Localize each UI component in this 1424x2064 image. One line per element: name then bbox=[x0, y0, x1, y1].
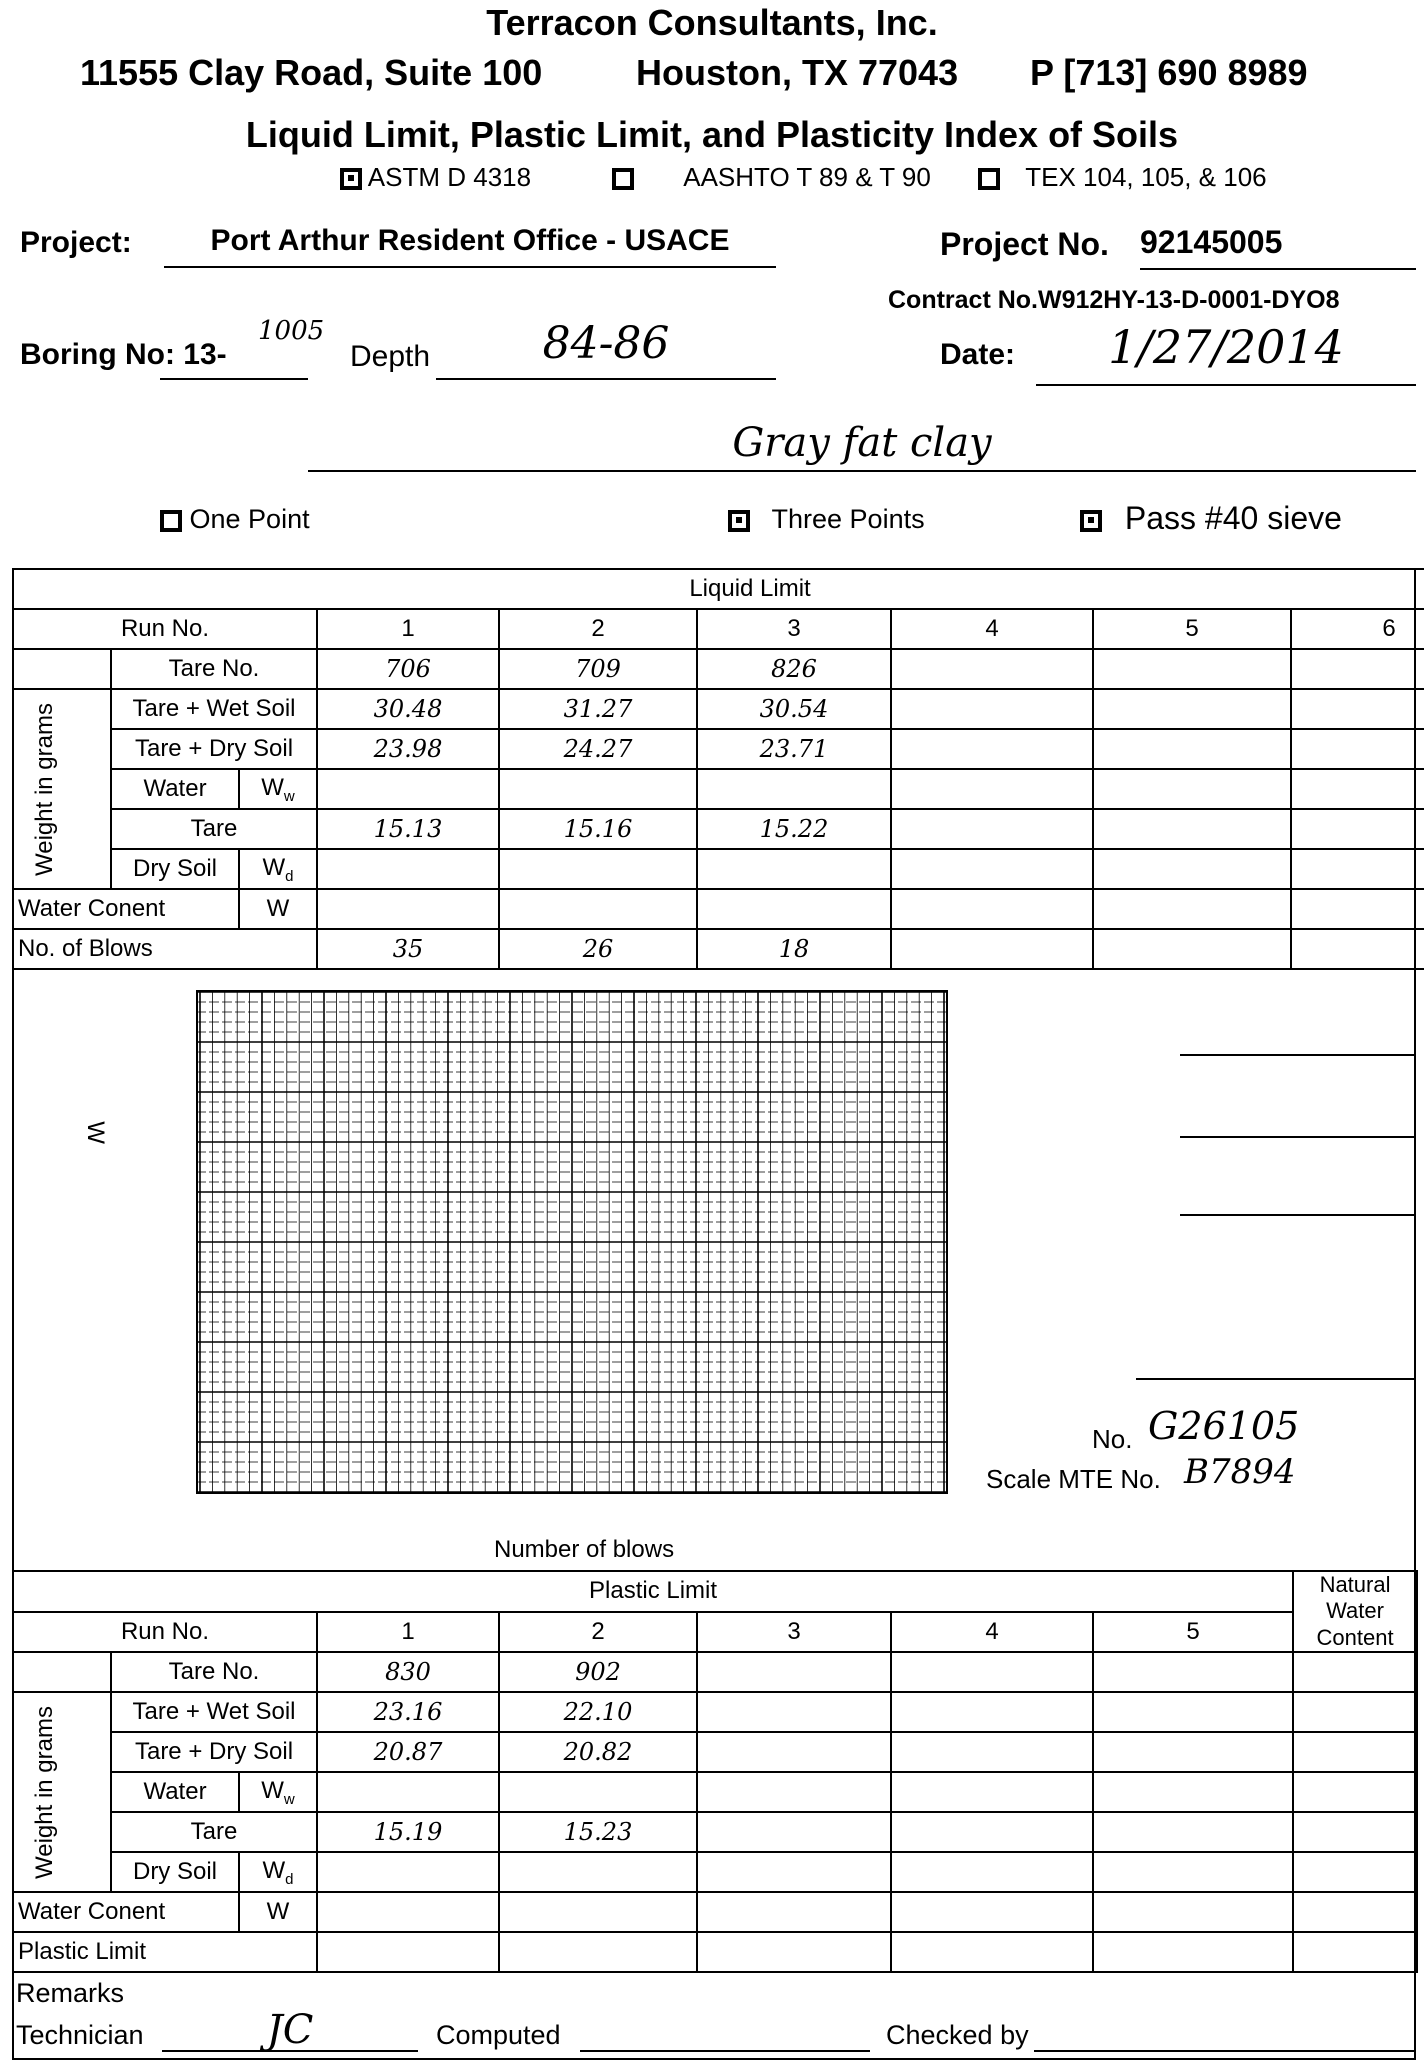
ll-wc-symbol: W bbox=[239, 889, 317, 929]
boring-no-value[interactable]: 1005 bbox=[258, 316, 325, 346]
description-field[interactable]: Gray fat clay bbox=[308, 420, 1416, 472]
technician-field[interactable]: JC bbox=[162, 2010, 418, 2052]
ll-wc-4[interactable] bbox=[891, 889, 1093, 929]
ll-water-3[interactable] bbox=[697, 769, 891, 809]
chart-y-label-text: W bbox=[81, 1121, 109, 1144]
project-no-label: Project No. bbox=[940, 226, 1109, 262]
standard-astm[interactable] bbox=[340, 162, 531, 193]
pl-wet-3[interactable] bbox=[697, 1692, 891, 1732]
pl-tare-no-row bbox=[13, 1652, 1417, 1692]
ll-tare-6[interactable] bbox=[1291, 809, 1424, 849]
balance-no-label: No. bbox=[1092, 1424, 1133, 1454]
ll-run-5: 5 bbox=[1093, 609, 1291, 649]
pl-drysoil-symbol bbox=[239, 1852, 317, 1892]
computed-field-line bbox=[580, 2050, 870, 2052]
pl-wc-1[interactable] bbox=[317, 1892, 499, 1932]
ll-wc-2[interactable] bbox=[499, 889, 697, 929]
company-city: Houston, TX 77043 bbox=[636, 52, 959, 93]
pl-dry-2[interactable]: 20.82 bbox=[499, 1732, 697, 1772]
ll-drysoil-2[interactable] bbox=[499, 849, 697, 889]
pl-water-sub: w bbox=[283, 1790, 295, 1808]
pl-drysoil-sub: d bbox=[285, 1870, 294, 1888]
three-points-label: Three Points bbox=[771, 504, 925, 534]
pl-natural-1[interactable] bbox=[1293, 1652, 1417, 1692]
pl-wet-label: Tare + Wet Soil bbox=[111, 1692, 317, 1732]
pl-tare-no-4[interactable] bbox=[891, 1652, 1093, 1692]
pl-tare-no-3[interactable] bbox=[697, 1652, 891, 1692]
scale-mte-value[interactable]: B7894 bbox=[1184, 1452, 1296, 1492]
pl-run-row bbox=[13, 1612, 1417, 1653]
pl-tare-no-5[interactable] bbox=[1093, 1652, 1293, 1692]
pl-water-4[interactable] bbox=[891, 1772, 1093, 1812]
ll-wet-5[interactable] bbox=[1093, 689, 1291, 729]
company-name: Terracon Consultants, Inc. bbox=[486, 2, 938, 43]
ll-weight-label: Weight in grams bbox=[31, 702, 58, 876]
ll-water-row bbox=[13, 769, 1424, 809]
boring-label: Boring No: 13- bbox=[20, 338, 227, 371]
chart-blank-line-2 bbox=[1180, 1136, 1416, 1138]
ll-drysoil-4[interactable] bbox=[891, 849, 1093, 889]
ll-water-6[interactable] bbox=[1291, 769, 1424, 809]
pl-tare-2[interactable]: 15.23 bbox=[499, 1812, 697, 1852]
ll-blows-3[interactable]: 18 bbox=[697, 929, 891, 969]
ll-tare-no-1[interactable]: 706 bbox=[317, 649, 499, 689]
ll-drysoil-6[interactable] bbox=[1291, 849, 1424, 889]
company-phone: P [713] 690 8989 bbox=[1030, 52, 1308, 93]
technician-label: Technician bbox=[16, 2020, 144, 2050]
contract-no: Contract No.W912HY-13-D-0001-DYO8 bbox=[888, 286, 1340, 314]
date-field[interactable]: 1/27/2014 bbox=[1036, 320, 1416, 386]
ll-run-4: 4 bbox=[891, 609, 1093, 649]
pl-drysoil-3[interactable] bbox=[697, 1852, 891, 1892]
ll-blows-5[interactable] bbox=[1093, 929, 1291, 969]
pl-drysoil-1[interactable] bbox=[317, 1852, 499, 1892]
balance-no-value[interactable]: G26105 bbox=[1148, 1404, 1300, 1448]
ll-drysoil-row bbox=[13, 849, 1424, 889]
pl-natural-4[interactable] bbox=[1293, 1772, 1417, 1812]
ll-run-row bbox=[13, 609, 1424, 649]
one-point-checkbox[interactable] bbox=[160, 510, 182, 532]
form-title: Liquid Limit, Plastic Limit, and Plasticity Index of Soils bbox=[245, 114, 1179, 155]
remarks-label: Remarks bbox=[16, 1978, 125, 2008]
ll-run-1: 1 bbox=[317, 609, 499, 649]
pl-natural-5[interactable] bbox=[1293, 1812, 1417, 1852]
pl-dry-3[interactable] bbox=[697, 1732, 891, 1772]
aashto-checkbox[interactable] bbox=[612, 168, 634, 190]
pl-wc-2[interactable] bbox=[499, 1892, 697, 1932]
chart-y-label bbox=[81, 1120, 109, 1145]
ll-tare-5[interactable] bbox=[1093, 809, 1291, 849]
ll-tare-no-2[interactable]: 709 bbox=[499, 649, 697, 689]
ll-dry-row bbox=[13, 729, 1424, 769]
pl-wc-row bbox=[13, 1892, 1417, 1932]
project-label: Project: bbox=[20, 226, 132, 259]
pl-tare-3[interactable] bbox=[697, 1812, 891, 1852]
pl-tare-no-2[interactable]: 902 bbox=[499, 1652, 697, 1692]
chart-x-label: Number of blows bbox=[494, 1536, 675, 1563]
pl-wet-row bbox=[13, 1692, 1417, 1732]
pl-pl-3[interactable] bbox=[697, 1932, 891, 1972]
pl-tare-5[interactable] bbox=[1093, 1812, 1293, 1852]
option-three-points[interactable] bbox=[728, 504, 925, 535]
pl-water-sym: W bbox=[261, 1776, 284, 1804]
pl-pl-5[interactable] bbox=[1093, 1932, 1293, 1972]
ll-tare-no-label: Tare No. bbox=[111, 649, 317, 689]
ll-run-6: 6 bbox=[1291, 609, 1424, 649]
pl-water-label: Water bbox=[111, 1772, 239, 1812]
ll-run-2: 2 bbox=[499, 609, 697, 649]
ll-tare-1[interactable]: 15.13 bbox=[317, 809, 499, 849]
pass-sieve-label: Pass #40 sieve bbox=[1124, 500, 1342, 536]
ll-tare-no-5[interactable] bbox=[1093, 649, 1291, 689]
pl-drysoil-row bbox=[13, 1852, 1417, 1892]
ll-drysoil-5[interactable] bbox=[1093, 849, 1291, 889]
ll-blows-1[interactable]: 35 bbox=[317, 929, 499, 969]
pl-tare-label: Tare bbox=[111, 1812, 317, 1852]
pl-wet-4[interactable] bbox=[891, 1692, 1093, 1732]
pl-weight-label: Weight in grams bbox=[31, 1705, 58, 1879]
pl-tare-row bbox=[13, 1812, 1417, 1852]
chart-blank-line-4 bbox=[1136, 1378, 1416, 1380]
ll-water-sub: w bbox=[283, 787, 295, 805]
tex-label: TEX 104, 105, & 106 bbox=[1025, 162, 1267, 192]
ll-run-label: Run No. bbox=[13, 609, 317, 649]
ll-wc-row bbox=[13, 889, 1424, 929]
pl-run-5: 5 bbox=[1093, 1612, 1293, 1653]
pl-plastic-limit-label: Plastic Limit bbox=[13, 1932, 317, 1972]
aashto-label: AASHTO T 89 & T 90 bbox=[683, 162, 931, 192]
ll-wet-2[interactable]: 31.27 bbox=[499, 689, 697, 729]
project-name-field[interactable]: Port Arthur Resident Office - USACE bbox=[164, 224, 776, 268]
ll-water-symbol bbox=[239, 769, 317, 809]
pl-tare-1[interactable]: 15.19 bbox=[317, 1812, 499, 1852]
ll-wet-4[interactable] bbox=[891, 689, 1093, 729]
pl-run-2: 2 bbox=[499, 1612, 697, 1653]
ll-wc-3[interactable] bbox=[697, 889, 891, 929]
ll-tare-row bbox=[13, 809, 1424, 849]
pl-dry-row bbox=[13, 1732, 1417, 1772]
semilog-graph-grid bbox=[196, 990, 948, 1494]
ll-drysoil-sub: d bbox=[285, 867, 294, 885]
ll-wet-1[interactable]: 30.48 bbox=[317, 689, 499, 729]
pl-wet-2[interactable]: 22.10 bbox=[499, 1692, 697, 1732]
pl-dry-5[interactable] bbox=[1093, 1732, 1293, 1772]
scale-mte-label: Scale MTE No. bbox=[986, 1464, 1161, 1494]
pl-drysoil-4[interactable] bbox=[891, 1852, 1093, 1892]
chart-blank-line-1 bbox=[1180, 1054, 1416, 1056]
pl-drysoil-2[interactable] bbox=[499, 1852, 697, 1892]
ll-blows-4[interactable] bbox=[891, 929, 1093, 969]
pl-tare-no-1[interactable]: 830 bbox=[317, 1652, 499, 1692]
checked-by-label: Checked by bbox=[886, 2020, 1029, 2050]
project-no-field[interactable]: 92145005 bbox=[1140, 224, 1416, 270]
pl-natural-8[interactable] bbox=[1293, 1932, 1417, 1972]
pl-natural-3[interactable] bbox=[1293, 1732, 1417, 1772]
astm-checkbox[interactable] bbox=[340, 168, 362, 190]
pl-tare-4[interactable] bbox=[891, 1812, 1093, 1852]
pl-water-2[interactable] bbox=[499, 1772, 697, 1812]
pl-natural-2[interactable] bbox=[1293, 1692, 1417, 1732]
option-pass-sieve[interactable] bbox=[1080, 500, 1342, 537]
pass-sieve-checkbox[interactable] bbox=[1080, 510, 1102, 532]
ll-wet-6[interactable] bbox=[1291, 689, 1424, 729]
pl-run-3: 3 bbox=[697, 1612, 891, 1653]
plastic-limit-table bbox=[12, 1570, 1418, 1973]
pl-wc-3[interactable] bbox=[697, 1892, 891, 1932]
pl-natural-7[interactable] bbox=[1293, 1892, 1417, 1932]
ll-dry-4[interactable] bbox=[891, 729, 1093, 769]
ll-tare-no-4[interactable] bbox=[891, 649, 1093, 689]
ll-drysoil-label: Dry Soil bbox=[111, 849, 239, 889]
date-label: Date: bbox=[940, 338, 1016, 371]
pl-wet-1[interactable]: 23.16 bbox=[317, 1692, 499, 1732]
ll-tare-3[interactable]: 15.22 bbox=[697, 809, 891, 849]
ll-dry-2[interactable]: 24.27 bbox=[499, 729, 697, 769]
pl-plastic-limit-row bbox=[13, 1932, 1417, 1972]
ll-dry-3[interactable]: 23.71 bbox=[697, 729, 891, 769]
astm-label: ASTM D 4318 bbox=[367, 162, 532, 192]
depth-field[interactable]: 84-86 bbox=[436, 318, 776, 380]
checked-by-field-line bbox=[1034, 2050, 1416, 2052]
pl-dry-4[interactable] bbox=[891, 1732, 1093, 1772]
computed-label: Computed bbox=[436, 2020, 561, 2050]
ll-water-1[interactable] bbox=[317, 769, 499, 809]
pl-water-row bbox=[13, 1772, 1417, 1812]
depth-label: Depth bbox=[350, 340, 431, 373]
ll-dry-label: Tare + Dry Soil bbox=[111, 729, 317, 769]
pl-pl-2[interactable] bbox=[499, 1932, 697, 1972]
pl-run-1: 1 bbox=[317, 1612, 499, 1653]
option-one-point[interactable] bbox=[160, 504, 310, 535]
pl-natural-6[interactable] bbox=[1293, 1852, 1417, 1892]
ll-wc-label: Water Conent bbox=[13, 889, 239, 929]
pl-water-5[interactable] bbox=[1093, 1772, 1293, 1812]
ll-drysoil-3[interactable] bbox=[697, 849, 891, 889]
ll-drysoil-sym: W bbox=[262, 853, 286, 881]
ll-wet-label: Tare + Wet Soil bbox=[111, 689, 317, 729]
ll-title: Liquid Limit bbox=[13, 569, 1424, 609]
pl-wc-5[interactable] bbox=[1093, 1892, 1293, 1932]
liquid-limit-table bbox=[12, 568, 1424, 970]
natural-water-content-label: Natural Water Content bbox=[1293, 1571, 1417, 1652]
company-address: 11555 Clay Road, Suite 100 bbox=[80, 52, 543, 93]
pl-water-1[interactable] bbox=[317, 1772, 499, 1812]
ll-dry-1[interactable]: 23.98 bbox=[317, 729, 499, 769]
ll-run-3: 3 bbox=[697, 609, 891, 649]
ll-blows-6[interactable] bbox=[1291, 929, 1424, 969]
ll-water-2[interactable] bbox=[499, 769, 697, 809]
pl-dry-label: Tare + Dry Soil bbox=[111, 1732, 317, 1772]
pl-title: Plastic Limit bbox=[13, 1571, 1293, 1612]
pl-pl-4[interactable] bbox=[891, 1932, 1093, 1972]
pl-run-label: Run No. bbox=[13, 1612, 317, 1653]
pl-drysoil-5[interactable] bbox=[1093, 1852, 1293, 1892]
ll-drysoil-symbol bbox=[239, 849, 317, 889]
ll-wc-6[interactable] bbox=[1291, 889, 1424, 929]
boring-underline bbox=[160, 378, 308, 380]
ll-wc-1[interactable] bbox=[317, 889, 499, 929]
tex-checkbox[interactable] bbox=[978, 168, 1000, 190]
pl-wc-4[interactable] bbox=[891, 1892, 1093, 1932]
ll-tare-no-3[interactable]: 826 bbox=[697, 649, 891, 689]
pl-wc-symbol: W bbox=[239, 1892, 317, 1932]
ll-wc-5[interactable] bbox=[1093, 889, 1291, 929]
pl-dry-1[interactable]: 20.87 bbox=[317, 1732, 499, 1772]
one-point-label: One Point bbox=[189, 504, 310, 534]
ll-drysoil-1[interactable] bbox=[317, 849, 499, 889]
ll-tare-2[interactable]: 15.16 bbox=[499, 809, 697, 849]
pl-wet-5[interactable] bbox=[1093, 1692, 1293, 1732]
ll-blows-label: No. of Blows bbox=[13, 929, 317, 969]
ll-dry-5[interactable] bbox=[1093, 729, 1291, 769]
pl-run-4: 4 bbox=[891, 1612, 1093, 1653]
pl-drysoil-label: Dry Soil bbox=[111, 1852, 239, 1892]
ll-blows-row bbox=[13, 929, 1424, 969]
ll-water-4[interactable] bbox=[891, 769, 1093, 809]
pl-wc-label: Water Conent bbox=[13, 1892, 239, 1932]
ll-blows-2[interactable]: 26 bbox=[499, 929, 697, 969]
standard-aashto[interactable] bbox=[612, 162, 931, 193]
pl-water-symbol bbox=[239, 1772, 317, 1812]
ll-tare-label: Tare bbox=[111, 809, 317, 849]
standard-tex[interactable] bbox=[978, 162, 1267, 193]
ll-dry-6[interactable] bbox=[1291, 729, 1424, 769]
chart-blank-line-3 bbox=[1180, 1214, 1416, 1216]
pl-tare-no-label: Tare No. bbox=[111, 1652, 317, 1692]
ll-tare-4[interactable] bbox=[891, 809, 1093, 849]
ll-wet-3[interactable]: 30.54 bbox=[697, 689, 891, 729]
ll-water-sym: W bbox=[261, 773, 284, 801]
pl-pl-1[interactable] bbox=[317, 1932, 499, 1972]
ll-water-5[interactable] bbox=[1093, 769, 1291, 809]
three-points-checkbox[interactable] bbox=[728, 510, 750, 532]
pl-drysoil-sym: W bbox=[262, 1856, 286, 1884]
ll-tare-no-row bbox=[13, 649, 1424, 689]
ll-water-label: Water bbox=[111, 769, 239, 809]
ll-wet-row bbox=[13, 689, 1424, 729]
pl-water-3[interactable] bbox=[697, 1772, 891, 1812]
ll-tare-no-6[interactable] bbox=[1291, 649, 1424, 689]
